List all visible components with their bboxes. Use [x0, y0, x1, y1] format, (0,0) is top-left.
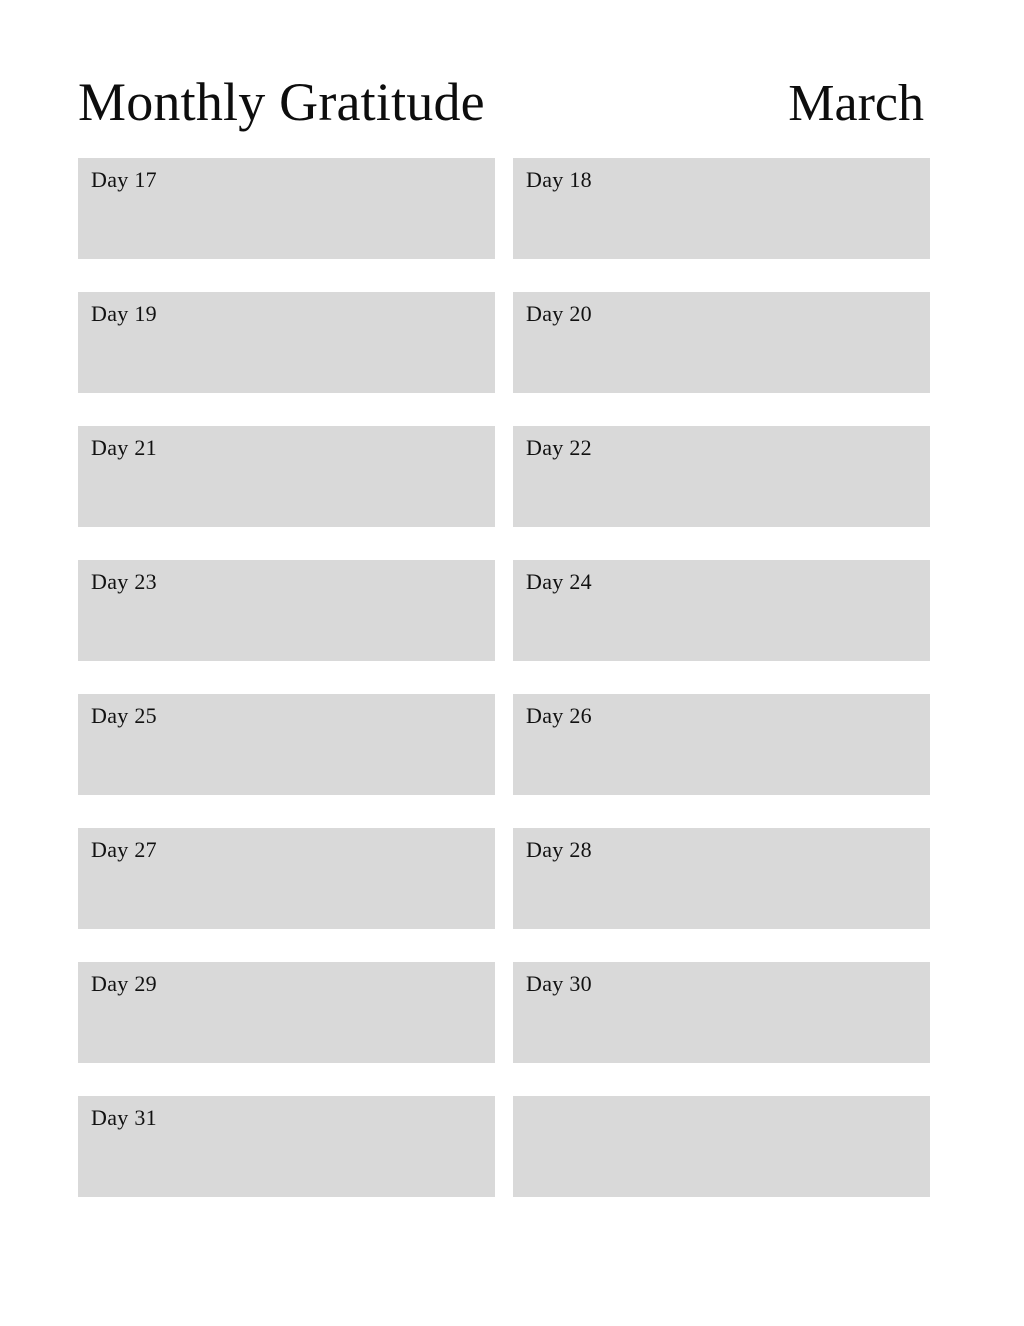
gratitude-entry-cell[interactable] [513, 426, 930, 527]
day-label: Day 30 [526, 971, 592, 996]
gratitude-entry-cell[interactable] [513, 292, 930, 393]
day-label: Day 21 [91, 435, 157, 460]
day-label: Day 27 [91, 837, 157, 862]
day-label: Day 29 [91, 971, 157, 996]
gratitude-entry-cell[interactable] [78, 158, 495, 259]
gratitude-entry-cell[interactable] [513, 158, 930, 259]
gratitude-entry-cell[interactable] [513, 560, 930, 661]
gratitude-entry-cell[interactable] [78, 828, 495, 929]
day-label: Day 25 [91, 703, 157, 728]
gratitude-entry-cell[interactable] [78, 694, 495, 795]
day-label: Day 23 [91, 569, 157, 594]
gratitude-entry-cell[interactable] [78, 426, 495, 527]
gratitude-entry-cell[interactable] [513, 828, 930, 929]
gratitude-entry-cell[interactable] [78, 292, 495, 393]
gratitude-entry-cell[interactable] [513, 694, 930, 795]
day-label: Day 22 [526, 435, 592, 460]
day-label: Day 17 [91, 167, 157, 192]
gratitude-entry-cell[interactable] [513, 962, 930, 1063]
day-label: Day 19 [91, 301, 157, 326]
month-label: March [788, 75, 924, 132]
day-label: Day 28 [526, 837, 592, 862]
gratitude-entry-grid [78, 158, 930, 1197]
gratitude-entry-cell[interactable] [78, 962, 495, 1063]
gratitude-entry-cell-blank[interactable] [513, 1096, 930, 1197]
day-label: Day 20 [526, 301, 592, 326]
day-label: Day 31 [91, 1105, 157, 1130]
page-title: Monthly Gratitude [78, 72, 485, 132]
gratitude-entry-cell[interactable] [78, 560, 495, 661]
day-label: Day 24 [526, 569, 592, 594]
gratitude-entry-cell[interactable] [78, 1096, 495, 1197]
page-header [78, 72, 928, 134]
day-label: Day 26 [526, 703, 592, 728]
day-label: Day 18 [526, 167, 592, 192]
